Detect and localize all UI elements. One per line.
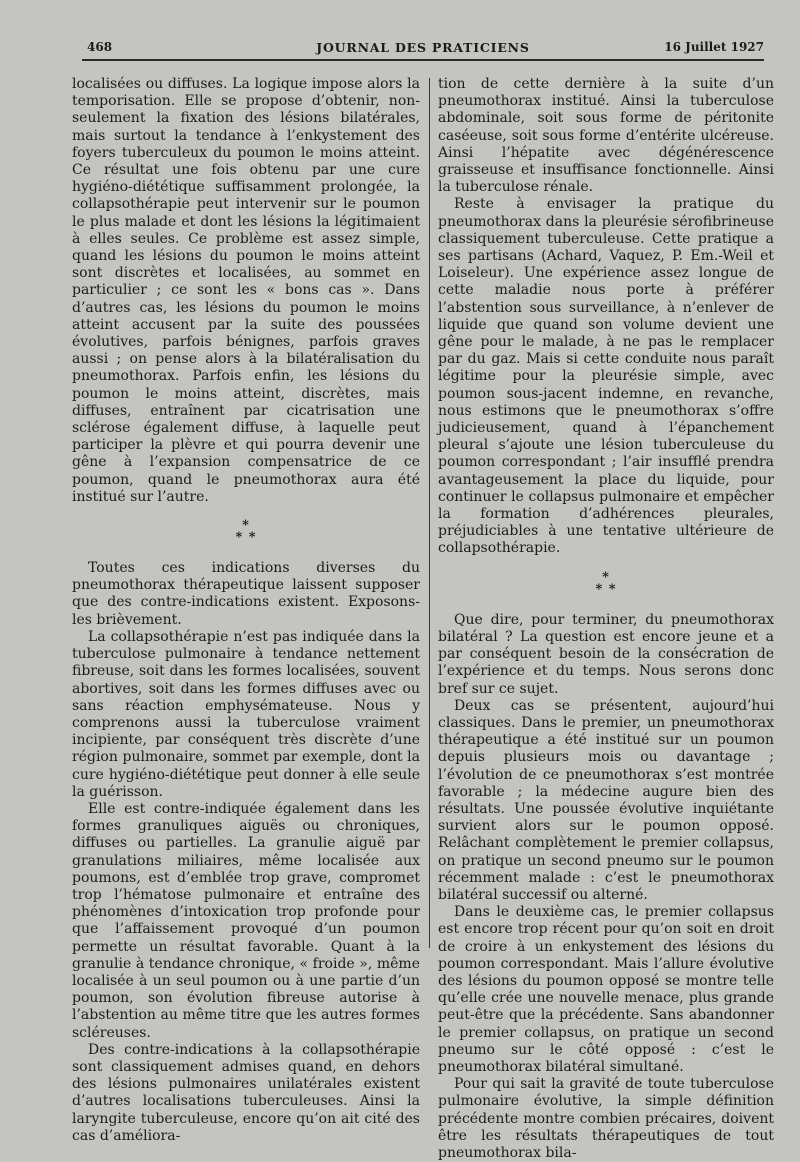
journal-title: JOURNAL DES PRATICIENS	[316, 40, 530, 55]
paragraph: Dans le deuxième cas, le premier collapsus est encore trop récent pour qu’on soit en droit de croire à un enkystement des lésions du poumon correspondant. Mais l’allure évolutive des lésions du poumon opposé se montre telle qu’elle crée une nouvelle menace, plus grande peut-être que la précédente. Sans abandonner le premier collapsus, on pratique un second pneumo sur le côté opposé : c’est le pneumothorax bilatéral simultané.	[438, 904, 774, 1075]
paragraph: tion de cette dernière à la suite d’un pneumothorax institué. Ainsi la tuberculose abdominale, soit sous forme de péritonite caséeuse, soit sous forme d’entérite ulcéreuse. Ainsi l’hépatite avec dégénérescence graisseuse et insuffisance fonctionnelle. Ainsi la tuberculose rénale.	[438, 76, 774, 196]
section-separator	[438, 558, 774, 612]
section-separator	[72, 506, 420, 560]
paragraph: Pour qui sait la gravité de toute tuberculose pulmonaire évolutive, la simple définition précédente montre combien précaires, doivent être les résultats thérapeutiques de tout pneumothorax bila-	[438, 1076, 774, 1161]
left-column	[72, 76, 420, 1145]
paragraph: Toutes ces indications diverses du pneumothorax thérapeutique laissent supposer que des contre-indications existent. Exposons-les brièvement.	[72, 560, 420, 628]
column-divider	[429, 78, 430, 948]
separator-stars-bottom: * *	[235, 530, 257, 546]
issue-date: 16 Juillet 1927	[664, 40, 764, 54]
page-number: 468	[87, 40, 113, 54]
paragraph: localisées ou diffuses. La logique impose alors la temporisation. Elle se propose d’obtenir, non-seulement la fixation des lésions bilatérales, mais surtout la tendance à l’enkystement des foyers tuberculeux du poumon le moins atteint. Ce résultat une fois obtenu par une cure hygiéno-diététique suffisamment prolongée, la collapsothérapie peut intervenir sur le poumon le plus malade et dont les lésions la légitimaient à elles seules. Ce problème est assez simple, quand les lésions du poumon le moins atteint sont discrètes et localisées, au sommet en particulier ; ce sont les « bons cas ». Dans d’autres cas, les lésions du poumon le moins atteint accusent par la suite des poussées évolutives, parfois bénignes, parfois graves aussi ; on pense alors à la bilatéralisation du pneumothorax. Parfois enfin, les lésions du poumon le moins atteint, discrètes, mais diffuses, entraînent par cicatrisation une sclérose également diffuse, à laquelle peut participer la plèvre et qui pourra devenir une gêne à l’expansion compensatrice de ce poumon, quand le pneumothorax aura été institué sur l’autre.	[72, 76, 420, 505]
paragraph: Elle est contre-indiquée également dans les formes granuliques aiguës ou chroniques, diffuses ou partielles. La granulie aiguë par granulations miliaires, même localisée aux poumons, est d’emblée trop grave, compromet trop l’hématose pulmonaire et entraîne des phénomènes d’intoxication trop profonde pour que l’affaissement provoqué d’un poumon permette un résultat favorable. Quant à la granulie à tendance chronique, « froide », même localisée à un seul poumon ou à une partie d’un poumon, son évolution fibreuse autorise à l’abstention au même titre que les autres formes scléreuses.	[72, 800, 420, 1041]
paragraph: La collapsothérapie n’est pas indiquée dans la tuberculose pulmonaire à tendance nettement fibreuse, soit dans les formes localisées, souvent abortives, soit dans les formes diffuses avec ou sans réaction emphysémateuse. Nous y comprenons aussi la tuberculose vraiment incipiente, par conséquent très discrète d’une région pulmonaire, sommet par exemple, dont la cure hygiéno-diététique peut donner à elle seule la guérisson.	[72, 628, 420, 800]
separator-star-top: *	[242, 518, 250, 534]
paragraph: Reste à envisager la pratique du pneumothorax dans la pleurésie sérofibrineuse classiquement tuberculeuse. Cette pratique a ses partisans (Achard, Vaquez, P. Em.-Weil et Loiseleur). Une expérience assez longue de cette maladie nous porte à préférer l’abstention sous surveillance, à n’enlever de liquide que quand son volume devient une gêne pour le malade, à ne pas le remplacer par du gaz. Mais si cette conduite nous paraît légitime pour la pleurésie simple, avec poumon sous-jacent indemne, en revanche, nous estimons que le pneumothorax s’offre judicieusement, quand à l’épanchement pleural s’ajoute une lésion tuberculeuse du poumon correspondant ; l’air insufflé prendra avantageusement la place du liquide, pour continuer le collapsus pulmonaire et empêcher la formation d’adhérences pleurales, préjudiciables à une tentative ultérieure de collapsothérapie.	[438, 196, 774, 557]
paragraph: Des contre-indications à la collapsothérapie sont classiquement admises quand, en dehors des lésions pulmonaires unilatérales existent d’autres localisations tuberculeuses. Ainsi la laryngite tuberculeuse, encore qu’on ait cité des cas d’améliora-	[72, 1041, 420, 1144]
running-header	[82, 38, 764, 60]
separator-stars-bottom: * *	[595, 581, 617, 597]
paragraph: Que dire, pour terminer, du pneumothorax bilatéral ? La question est encore jeune et a par conséquent besoin de la consécration de l’expérience et du temps. Nous serons donc bref sur ce sujet.	[438, 611, 774, 697]
separator-star-top: *	[602, 569, 610, 585]
right-column	[438, 76, 774, 1162]
header-rule	[82, 59, 764, 61]
paragraph: Deux cas se présentent, aujourd’hui classiques. Dans le premier, un pneumothorax thérapeutique a été institué sur un poumon depuis plusieurs mois ou davantage ; l’évolution de ce pneumothorax s’est montrée favorable ; la médecine augure bien des résultats. Une poussée évolutive inquiétante survient alors sur le poumon opposé. Relâchant complètement le premier collapsus, on pratique un second pneumo sur le poumon récemment malade : c’est le pneumothorax bilatéral successif ou alterné.	[438, 697, 774, 903]
